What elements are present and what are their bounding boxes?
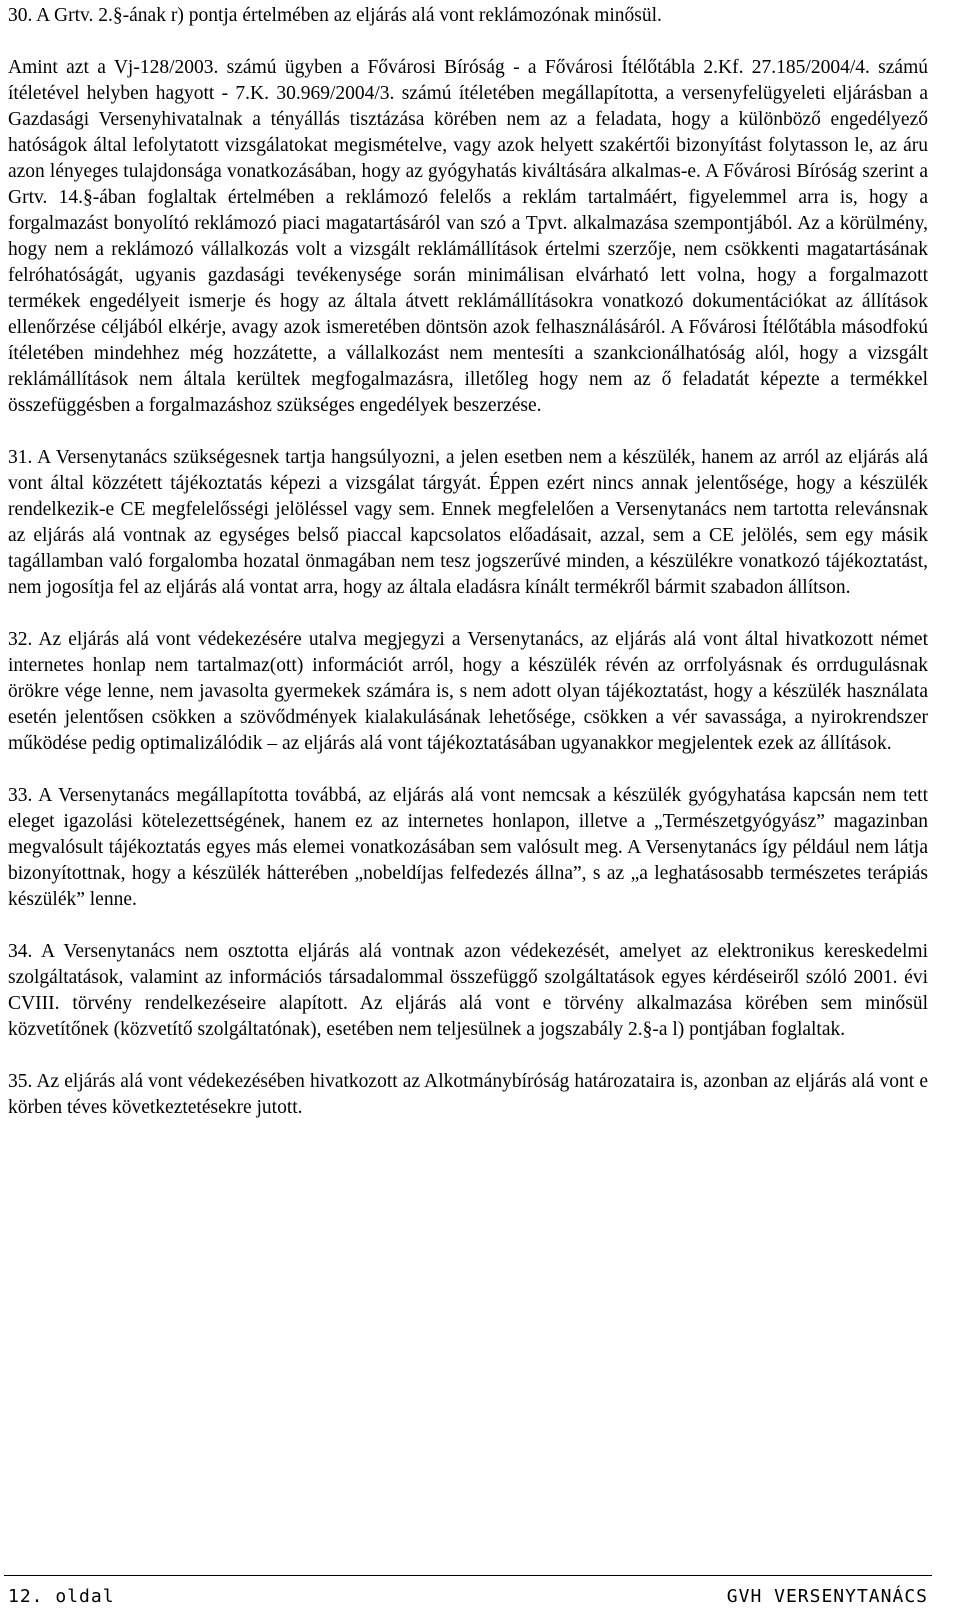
paragraph-33: 33. A Versenytanács megállapította továbbá, az eljárás alá vont nemcsak a készülék gyógyhatása kapcsán nem tett eleget igazolási kötelezettségének, hanem ez az internetes honlapon, illetve a „Természetgyógyász” magazinban megvalósult tájékoztatás egyes más elemei vonatkozásában sem valósult meg. A Versenytanács így például nem látja bizonyítottnak, hogy a készülék hátterében „nobeldíjas felfedezés állna”, s az „a leghatásosabb természetes terápiás készülék” lenne. — [8, 785, 928, 910]
paragraph-34: 34. A Versenytanács nem osztotta eljárás alá vontnak azon védekezését, amelyet az elektronikus kereskedelmi szolgáltatások, valamint az információs társadalommal összefüggő szolgáltatások egyes kérdéseiről szóló 2001. évi CVIII. törvény rendelkezéseire alapított. Az eljárás alá vont e törvény alkalmazása körében sem minősül közvetítőnek (közvetítő szolgáltatónak), esetében nem teljesülnek a jogszabály 2.§-a l) pontjában foglaltak. — [8, 941, 928, 1040]
page-number: 12. oldal — [8, 1586, 115, 1607]
paragraph-30-continued: Amint azt a Vj-128/2003. számú ügyben a Fővárosi Bíróság - a Fővárosi Ítélőtábla 2.Kf. 27.185/2004/4. számú ítéletével helyben hagyott - 7.K. 30.969/2004/3. számú ítéletében megállapította, a versenyfelügyeleti eljárásban a Gazdasági Versenyhivatalnak a tényállás tisztázása körében nem az a feladata, hogy a különböző engedélyező hatóságok által lefolytatott vizsgálatokat megismételve, vagy azok helyett szakértői bizonyítást folytasson le, az áru azon lényeges tulajdonsága vonatkozásában, hogy az gyógyhatás kiváltására alkalmas-e. A Fővárosi Bíróság szerint a Grtv. 14.§-ában foglaltak értelmében a reklámozó felelős a reklám tartalmáért, figyelemmel arra is, hogy a forgalmazást bonyolító reklámozó piaci magatartásáról van szó a Tpvt. alkalmazása szempontjából. Az a körülmény, hogy nem a reklámozó vállalkozás volt a vizsgált reklámállítások értelmi szerzője, nem csökkenti magatartásának felróhatóságát, ugyanis gazdasági tevékenysége során minimálisan elvárható lett volna, hogy a forgalmazott termékek engedélyeit ismerje és hogy az általa átvett reklámállításokra vonatkozó dokumentációkat az állítások ellenőrzése céljából elkérje, avagy azok ismeretében döntsön azok felhasználásáról. A Fővárosi Ítélőtábla másodfokú ítéletében mindehhez még hozzátette, a vállalkozást nem mentesíti a szankcionálhatóság alól, hogy a vizsgált reklámállítások nem általa kerültek megfogalmazásra, illetőleg hogy nem az ő feladatát képezte a termékkel összefüggésben a forgalmazáshoz szükséges engedélyek beszerzése. — [8, 57, 928, 416]
page-footer — [8, 1584, 928, 1610]
paragraph-35: 35. Az eljárás alá vont védekezésében hivatkozott az Alkotmánybíróság határozataira is, azonban az eljárás alá vont e körben téves következtetésekre jutott. — [8, 1071, 928, 1118]
organization-name: GVH VERSENYTANÁCS — [726, 1586, 928, 1607]
footer-divider — [4, 1575, 932, 1576]
paragraph-31: 31. A Versenytanács szükségesnek tartja hangsúlyozni, a jelen esetben nem a készülék, hanem az arról az eljárás alá vont által közzétett tájékoztatás képezi a vizsgálat tárgyát. Éppen ezért nincs annak jelentősége, hogy a készülék rendelkezik-e CE megfelelősségi jelöléssel vagy sem. Ennek megfelelően a Versenytanács nem tartotta relevánsnak az eljárás alá vontnak az egységes belső piaccal kapcsolatos előadásait, azzal, sem a CE jelölés, sem egy másik tagállamban való forgalomba hozatal önmagában nem tesz jogszerűvé minden, a készülékre vonatkozó tájékoztatást, nem jogosítja fel az eljárás alá vontat arra, hogy az általa eladásra kínált termékről bármit szabadon állítson. — [8, 447, 928, 598]
document-body — [8, 3, 928, 1121]
paragraph-32: 32. Az eljárás alá vont védekezésére utalva megjegyzi a Versenytanács, az eljárás alá vont által hivatkozott német internetes honlap nem tartalmaz(ott) információt arról, hogy a készülék révén az orrfolyásnak és orrdugulásnak örökre vége lenne, nem javasolta gyermekek számára is, s nem adott olyan tájékoztatást, hogy a készülék használata esetén jelentősen csökken a szövődmények kialakulásának lehetősége, csökken a vér savassága, a nyirokrendszer működése pedig optimalizálódik – az eljárás alá vont tájékoztatásában ugyanakkor megjelentek ezek az állítások. — [8, 629, 928, 754]
paragraph-30: 30. A Grtv. 2.§-ának r) pontja értelmében az eljárás alá vont reklámozónak minősül. — [8, 5, 662, 26]
